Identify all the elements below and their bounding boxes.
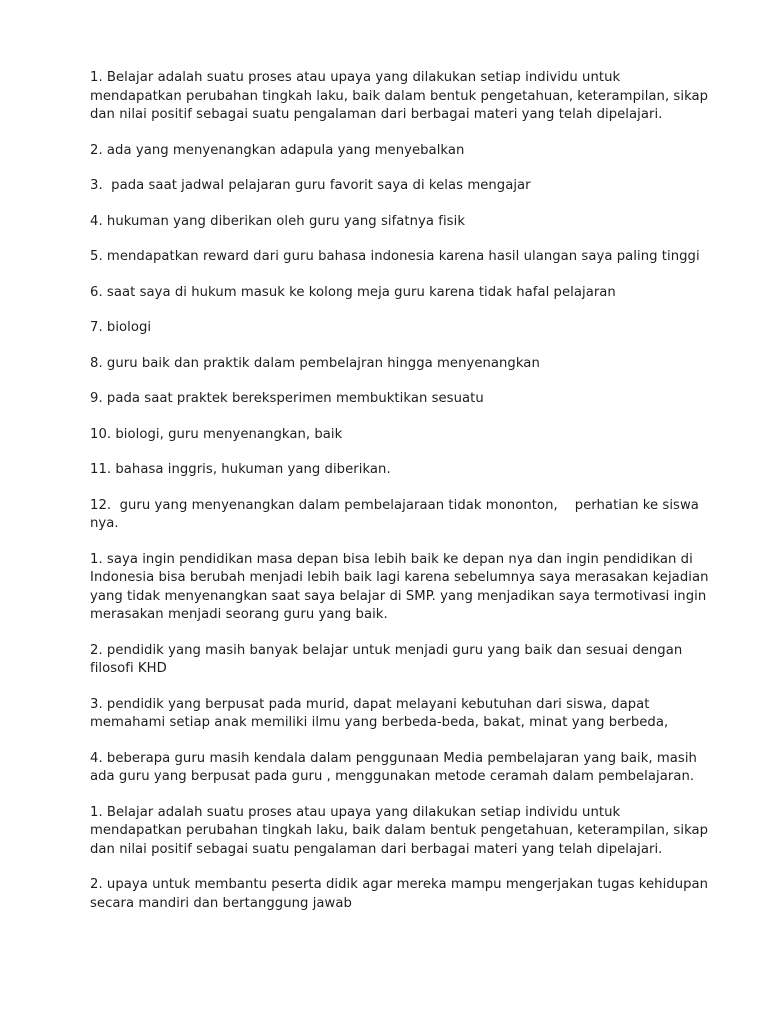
paragraph-9: 9. pada saat praktek bereksperimen membuktikan sesuatu: [90, 391, 484, 406]
paragraph-18: 2. upaya untuk membantu peserta didik agar mereka mampu mengerjakan tugas kehidupan secara mandiri dan bertanggung jawab: [90, 877, 713, 911]
paragraph-11: 11. bahasa inggris, hukuman yang diberikan.: [90, 462, 391, 477]
paragraph-10: 10. biologi, guru menyenangkan, baik: [90, 426, 343, 442]
paragraph-5: 5. mendapatkan reward dari guru bahasa indonesia karena hasil ulangan saya paling tinggi: [90, 249, 700, 264]
paragraph-6: 6. saat saya di hukum masuk ke kolong meja guru karena tidak hafal pelajaran: [90, 284, 616, 300]
paragraph-3: 3. pada saat jadwal pelajaran guru favorit saya di kelas mengajar: [90, 178, 531, 193]
paragraph-13: 1. saya ingin pendidikan masa depan bisa lebih baik ke depan nya dan ingin pendidikan di Indonesia bisa berubah menjadi lebih baik lagi karena sebelumnya saya merasakan kejadian yang tidak menyenangkan saat saya belajar di SMP. yang menjadikan saya termotivasi ingin merasakan menjadi seorang guru yang baik.: [90, 551, 713, 622]
paragraph-15: 3. pendidik yang berpusat pada murid, dapat melayani kebutuhan dari siswa, dapat memahami setiap anak memiliki ilmu yang berbeda-beda, bakat, minat yang berbeda,: [90, 696, 669, 730]
paragraph-4: 4. hukuman yang diberikan oleh guru yang sifatnya fisik: [90, 213, 465, 229]
paragraph-8: 8. guru baik dan praktik dalam pembelajran hingga menyenangkan: [90, 355, 540, 371]
paragraph-17: 1. Belajar adalah suatu proses atau upaya yang dilakukan setiap individu untuk mendapatkan perubahan tingkah laku, baik dalam bentuk pengetahuan, keterampilan, sikap dan nilai positif sebagai suatu pengalaman dari berbagai materi yang telah dipelajari.: [90, 804, 713, 857]
paragraph-12: 12. guru yang menyenangkan dalam pembelajaraan tidak mononton, perhatian ke siswa nya.: [90, 497, 704, 531]
paragraph-14: 2. pendidik yang masih banyak belajar untuk menjadi guru yang baik dan sesuai dengan filosofi KHD: [90, 642, 687, 676]
paragraph-16: 4. beberapa guru masih kendala dalam penggunaan Media pembelajaran yang baik, masih ada guru yang berpusat pada guru , menggunakan metode ceramah dalam pembelajaran.: [90, 750, 702, 784]
paragraph-1: 1. Belajar adalah suatu proses atau upaya yang dilakukan setiap individu untuk mendapatkan perubahan tingkah laku, baik dalam bentuk pengetahuan, keterampilan, sikap dan nilai positif sebagai suatu pengalaman dari berbagai materi yang telah dipelajari.: [90, 70, 713, 122]
document-body: [90, 69, 713, 913]
paragraph-2: 2. ada yang menyenangkan adapula yang menyebalkan: [90, 142, 465, 158]
paragraph-7: 7. biologi: [90, 320, 152, 335]
